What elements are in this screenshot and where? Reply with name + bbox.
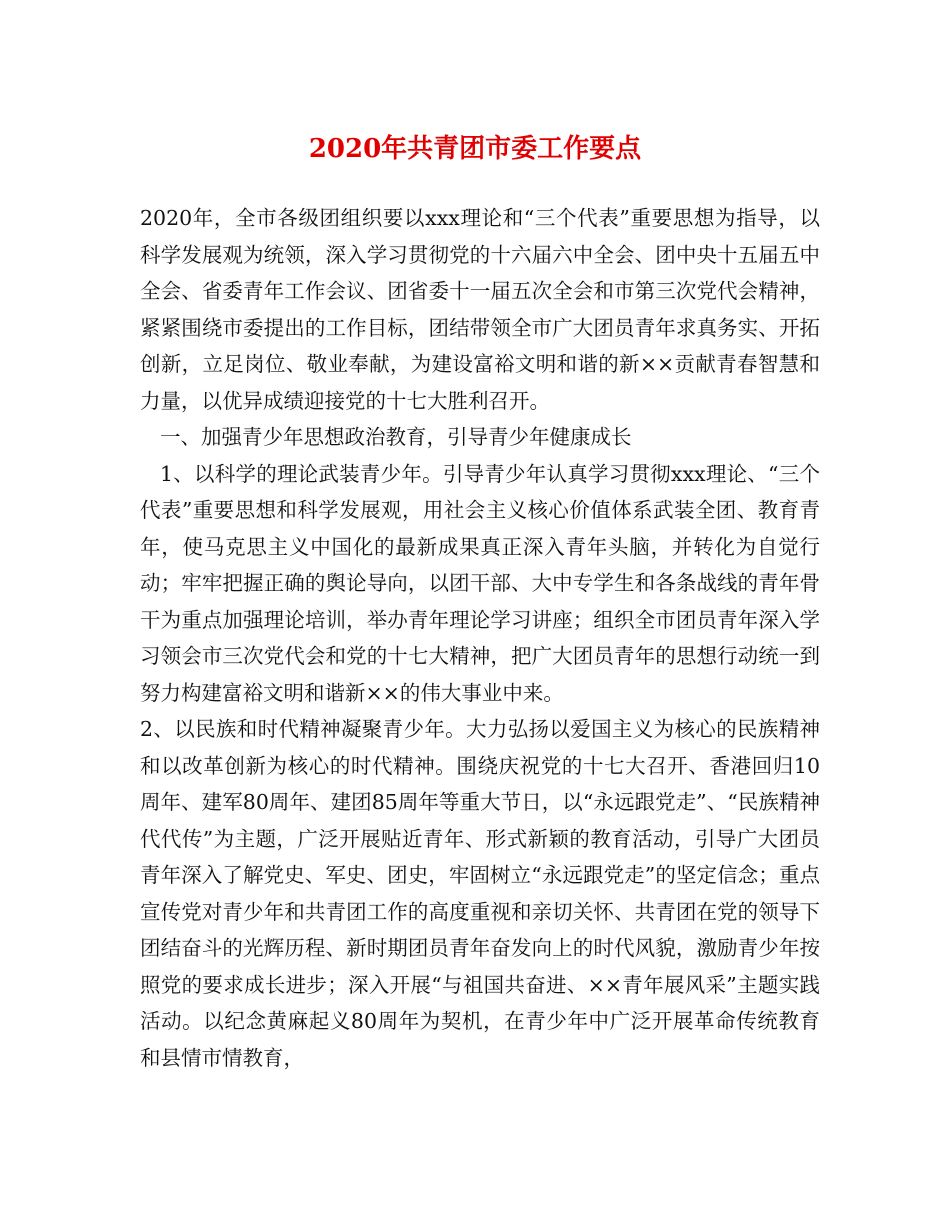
document-title: 2020年共青团市委工作要点 <box>308 134 642 164</box>
paragraph-item-1: 1、以科学的理论武装青少年。引导青少年认真学习贯彻xxx理论、“三个代表”重要思想和科学发展观，用社会主义核心价值体系武装全团、教育青年，使马克思主义中国化的最新成果真正深入青年头脑，并转化为自觉行动；牢牢把握正确的舆论导向，以团干部、大中专学生和各条战线的青年骨干为重点加强理论培训，举办青年理论学习讲座；组织全市团员青年深入学习领会市三次党代会和党的十七大精神，把广大团员青年的思想行动统一到努力构建富裕文明和谐新××的伟大事业中来。 <box>140 461 820 705</box>
document-body <box>140 200 820 1076</box>
section-heading-1: 一、加强青少年思想政治教育，引导青少年健康成长 <box>160 425 632 449</box>
paragraph-intro: 2020年，全市各级团组织要以xxx理论和“三个代表”重要思想为指导，以科学发展观为统领，深入学习贯彻党的十六届六中全会、团中央十五届五中全会、省委青年工作会议、团省委十一届五次全会和市第三次党代会精神，紧紧围绕市委提出的工作目标，团结带领全市广大团员青年求真务实、开拓创新，立足岗位、敬业奉献，为建设富裕文明和谐的新××贡献青春智慧和力量，以优异成绩迎接党的十七大胜利召开。 <box>140 206 820 413</box>
paragraph-item-2: 2、以民族和时代精神凝聚青少年。大力弘扬以爱国主义为核心的民族精神和以改革创新为核心的时代精神。围绕庆祝党的十七大召开、香港回归10周年、建军80周年、建团85周年等重大节日，以“永远跟党走”、“民族精神代代传”为主题，广泛开展贴近青年、形式新颖的教育活动，引导广大团员青年深入了解党史、军史、团史，牢固树立“永远跟党走”的坚定信念；重点宣传党对青少年和共青团工作的高度重视和亲切关怀、共青团在党的领导下团结奋斗的光辉历程、新时期团员青年奋发向上的时代风貌，激励青少年按照党的要求成长进步；深入开展“与祖国共奋进、××青年展风采”主题实践活动。以纪念黄麻起义80周年为契机，在青少年中广泛开展革命传统教育和县情市情教育， <box>140 717 820 1070</box>
